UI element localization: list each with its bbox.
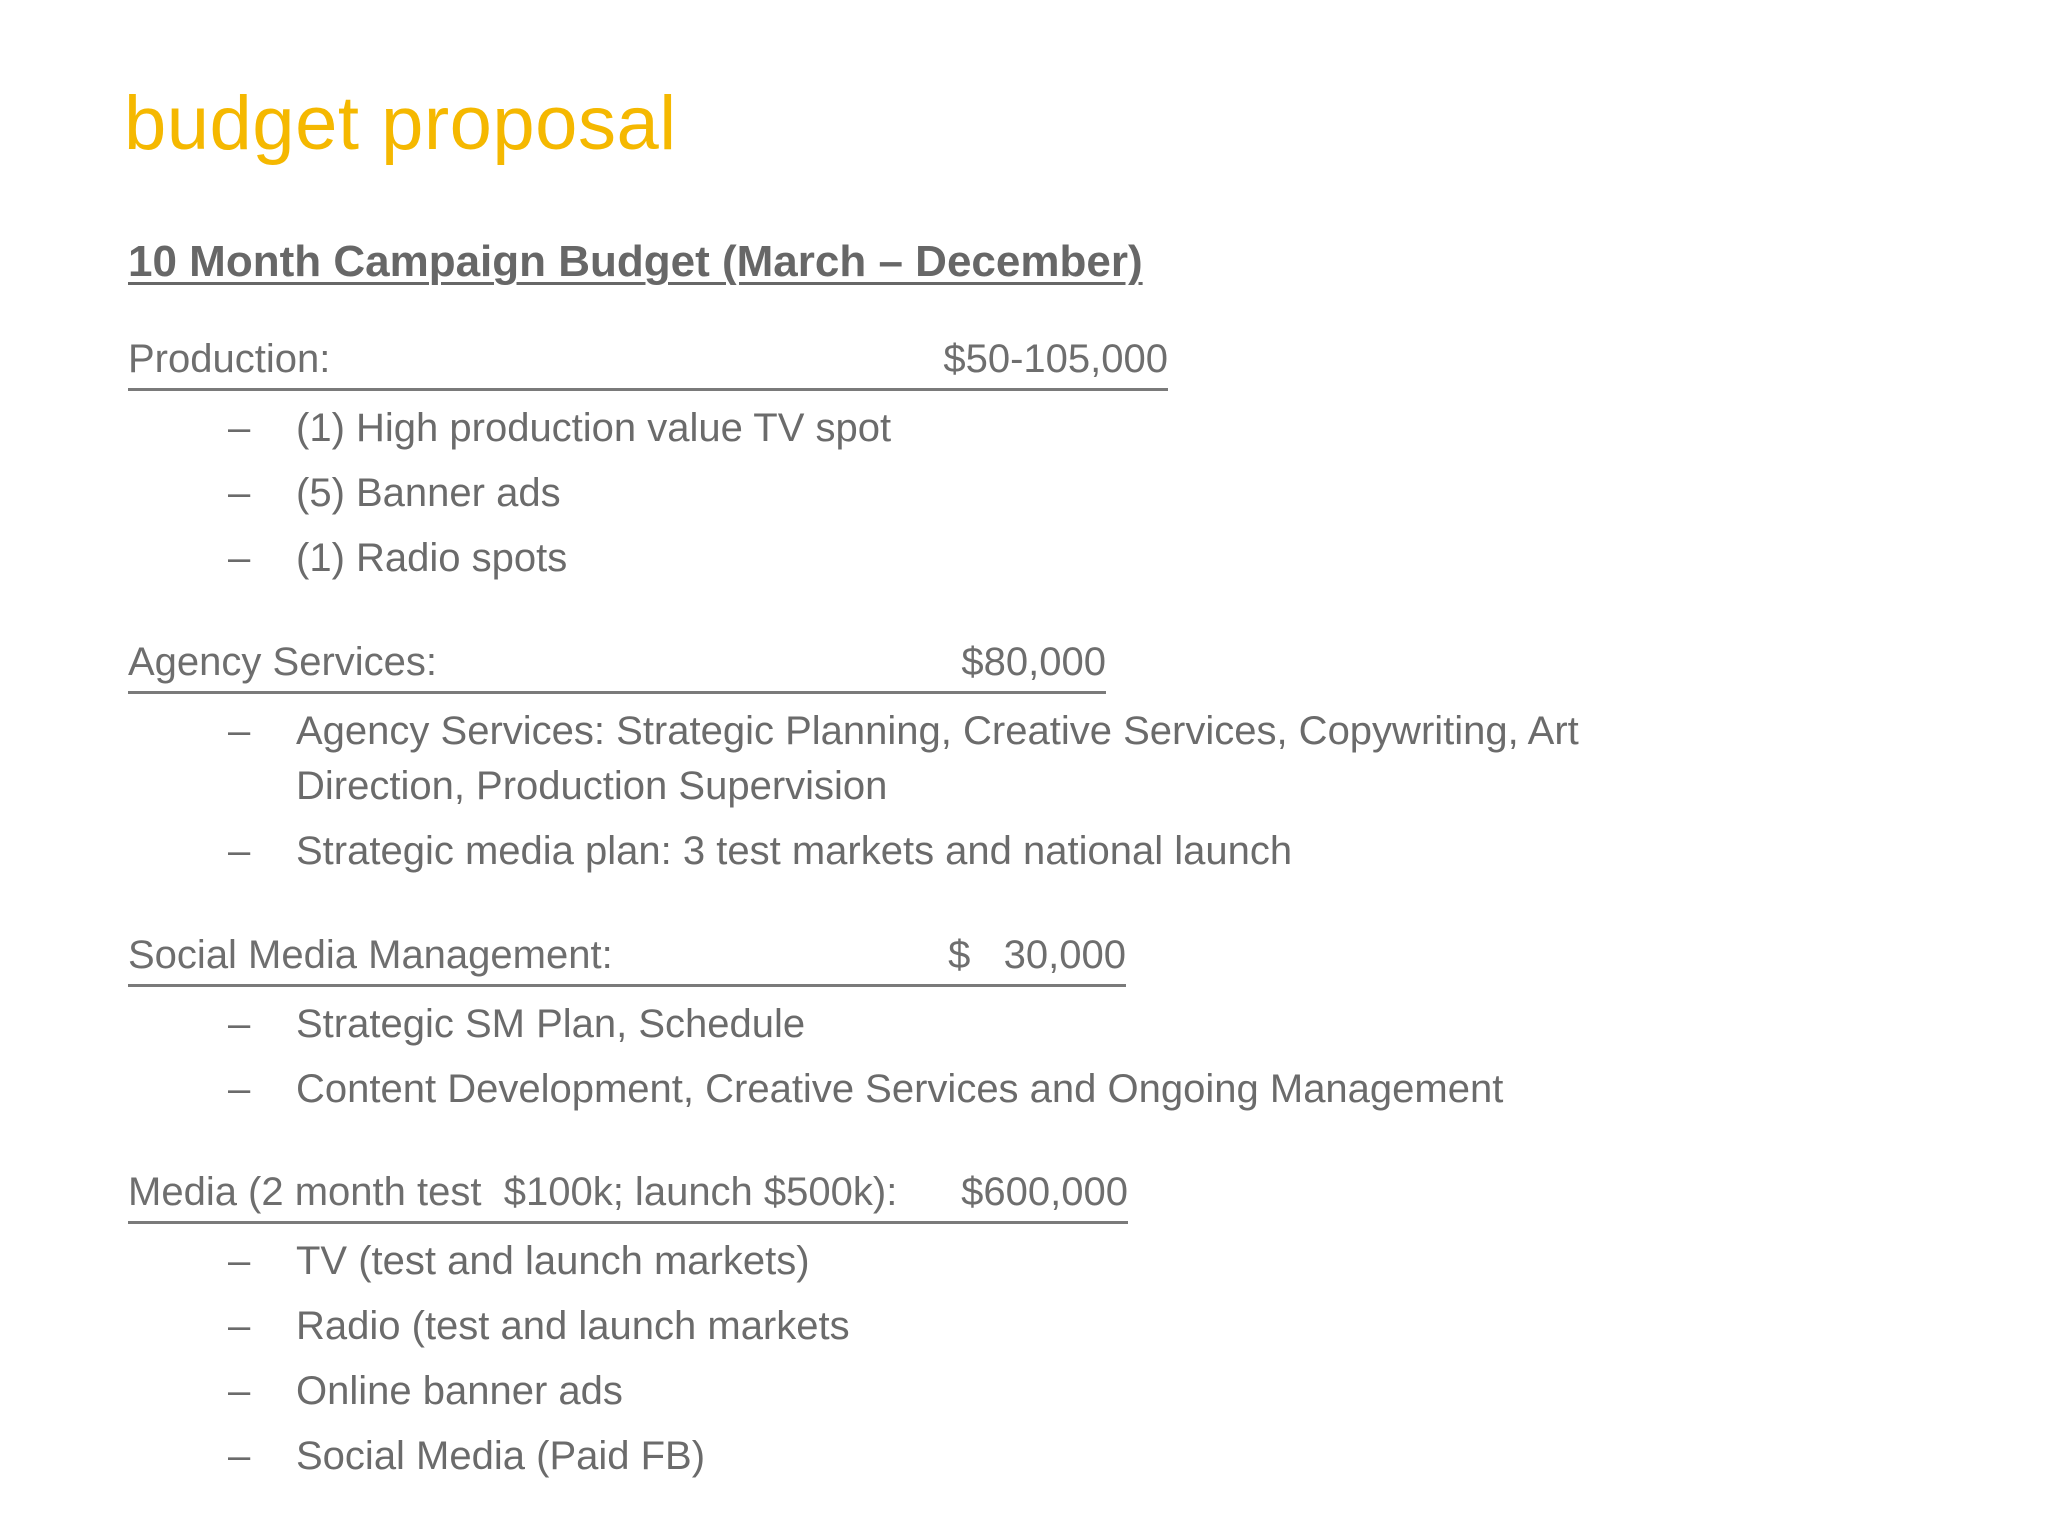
section-label: Social Media Management: bbox=[128, 933, 613, 977]
section-amount: $600,000 bbox=[961, 1170, 1128, 1214]
slide-title: budget proposal bbox=[124, 81, 677, 166]
list-item-text: Strategic SM Plan, Schedule bbox=[296, 1002, 806, 1046]
bullet-list bbox=[128, 704, 1579, 879]
section-header bbox=[128, 926, 1126, 987]
dash-bullet: – bbox=[228, 1002, 251, 1046]
list-item-text: Agency Services: Strategic Planning, Creative Services, Copywriting, Art Direction, Production Supervision bbox=[296, 709, 1579, 808]
section-media bbox=[128, 1163, 1128, 1484]
section-production bbox=[128, 330, 1168, 586]
list-item bbox=[128, 824, 1293, 879]
list-item-text: Social Media (Paid FB) bbox=[296, 1434, 706, 1478]
bullet-list bbox=[128, 1234, 1128, 1484]
list-item bbox=[128, 1062, 1504, 1117]
list-item bbox=[128, 531, 1168, 586]
list-item bbox=[128, 1299, 1128, 1354]
dash-bullet: – bbox=[228, 536, 251, 580]
dash-bullet: – bbox=[228, 471, 251, 515]
dash-bullet: – bbox=[228, 1239, 251, 1283]
bullet-list bbox=[128, 401, 1168, 586]
list-item-text: (5) Banner ads bbox=[296, 471, 561, 515]
list-item-text: Content Development, Creative Services and Ongoing Management bbox=[296, 1067, 1504, 1111]
section-agency-services bbox=[128, 633, 1579, 879]
list-item bbox=[128, 401, 1168, 456]
list-item bbox=[128, 1429, 1128, 1484]
section-header bbox=[128, 633, 1106, 694]
section-amount: $50-105,000 bbox=[943, 337, 1168, 381]
dash-bullet: – bbox=[228, 1304, 251, 1348]
section-label: Media (2 month test $100k; launch $500k): bbox=[128, 1170, 898, 1214]
section-social-media-management bbox=[128, 926, 1504, 1117]
list-item bbox=[128, 1364, 1128, 1419]
list-item bbox=[128, 704, 1676, 814]
list-item-text: Radio (test and launch markets bbox=[296, 1304, 850, 1348]
dash-bullet: – bbox=[228, 1434, 251, 1478]
list-item bbox=[128, 997, 1126, 1052]
dash-bullet: – bbox=[228, 829, 251, 873]
list-item-text: (1) Radio spots bbox=[296, 536, 568, 580]
dash-bullet: – bbox=[228, 406, 251, 450]
list-item-text: (1) High production value TV spot bbox=[296, 406, 892, 450]
bullet-list bbox=[128, 997, 1504, 1117]
dash-bullet: – bbox=[228, 1369, 251, 1413]
list-item bbox=[128, 466, 1168, 521]
section-amount: $ 30,000 bbox=[948, 933, 1126, 977]
section-amount: $80,000 bbox=[961, 640, 1106, 684]
list-item-text: TV (test and launch markets) bbox=[296, 1239, 810, 1283]
section-label: Production: bbox=[128, 337, 331, 381]
list-item-text: Strategic media plan: 3 test markets and national launch bbox=[296, 829, 1293, 873]
section-header bbox=[128, 330, 1168, 391]
list-item bbox=[128, 1234, 1128, 1289]
list-item-text: Online banner ads bbox=[296, 1369, 623, 1413]
dash-bullet: – bbox=[228, 709, 251, 753]
section-label: Agency Services: bbox=[128, 640, 438, 684]
slide-subtitle: 10 Month Campaign Budget (March – December) bbox=[128, 237, 1143, 286]
dash-bullet: – bbox=[228, 1067, 251, 1111]
section-header bbox=[128, 1163, 1128, 1224]
